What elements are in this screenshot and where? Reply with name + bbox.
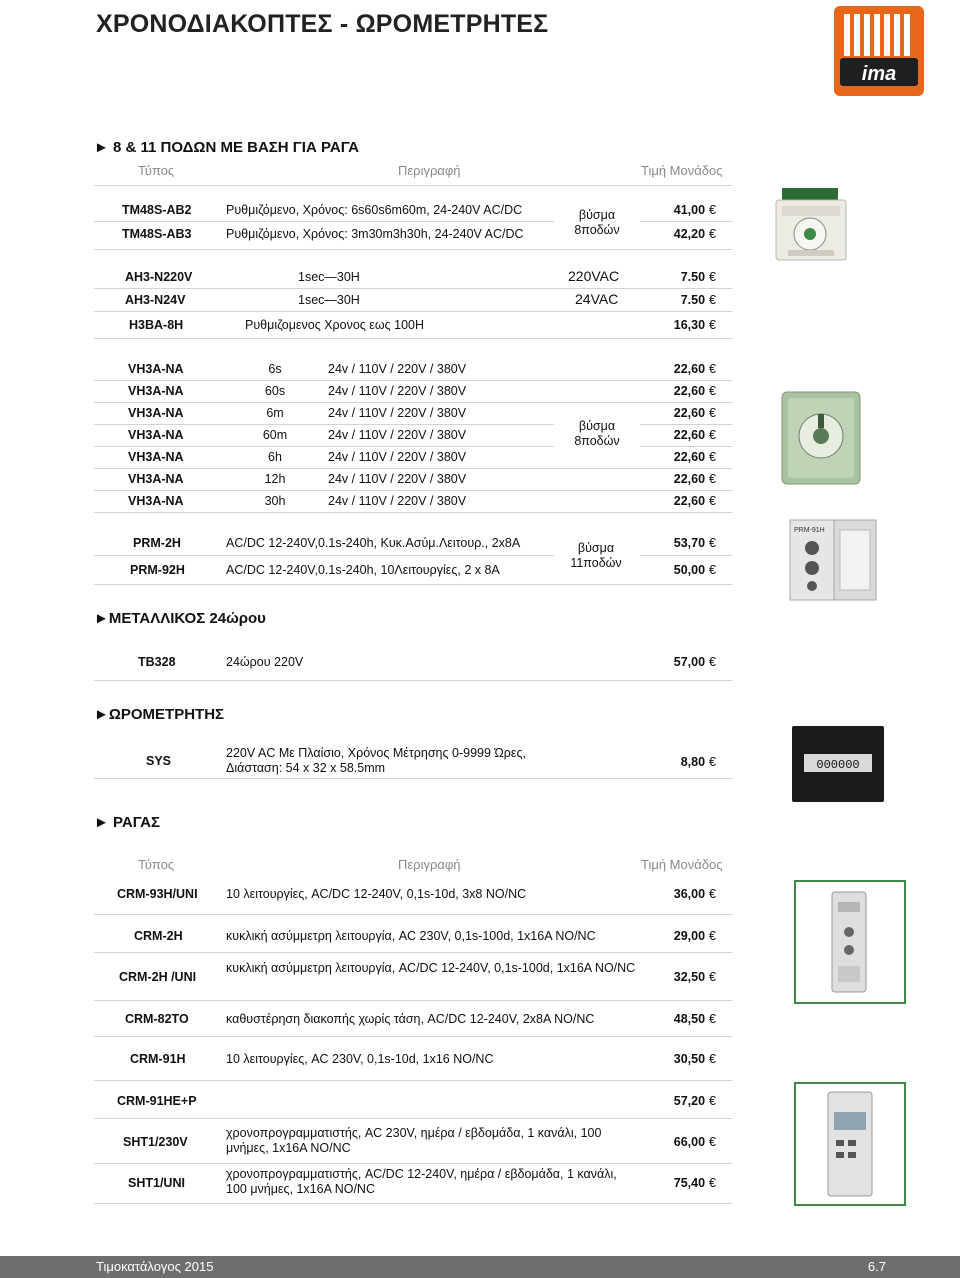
product-description: AC/DC 12-240V,0.1s-240h, Κυκ.Ασύμ.Λειτουρ., 2x8A (226, 536, 521, 550)
divider (94, 1163, 732, 1164)
divider (94, 446, 554, 447)
divider (94, 380, 732, 381)
product-price: 66,00 € (673, 1135, 716, 1149)
column-header-description: Περιγραφή (398, 857, 461, 872)
product-code: VH3A-NA (128, 472, 184, 486)
base-type-label: βύσμα (577, 541, 615, 555)
divider (640, 555, 732, 556)
product-price: 29,00 € (673, 929, 716, 943)
product-code: PRM-2H (133, 536, 181, 550)
divider (94, 288, 732, 289)
product-code: H3BA-8H (129, 318, 184, 332)
product-code: SHT1/230V (123, 1135, 188, 1149)
product-price: 22,60 € (673, 494, 716, 508)
product-description: κυκλική ασύμμετρη λειτουργία, AC 230V, 0,1s-100d, 1x16A NO/NC (226, 929, 596, 943)
product-code: VH3A-NA (128, 362, 184, 376)
divider (94, 1203, 732, 1204)
product-price: 48,50 € (673, 1012, 716, 1026)
product-price: 42,20 € (673, 227, 716, 241)
time-range: 60m (262, 428, 288, 442)
product-price: 30,50 € (673, 1052, 716, 1066)
time-range: 12h (264, 472, 286, 486)
prm-product-label: PRM-91H (794, 527, 825, 534)
product-price: 7.50 € (680, 293, 716, 307)
column-header-price: Τιμή Μονάδος (641, 163, 723, 178)
product-description: χρονοπρογραμματιστής, AC/DC 12-240V, ημέρα / εβδομάδα, 1 κανάλι, 100 μνήμες, 1x16A NO/NC (226, 1167, 617, 1196)
product-price: 36,00 € (673, 887, 716, 901)
page-number: 6.7 (867, 1259, 886, 1274)
time-range: 30h (264, 494, 286, 508)
time-range: 6h (268, 450, 282, 464)
product-price: 22,60 € (673, 472, 716, 486)
product-code: CRM-93H/UNI (117, 887, 198, 901)
product-description: 10 λειτουργίες, AC/DC 12-240V, 0,1s-10d, 3x8 NO/NC (226, 887, 527, 901)
divider (640, 221, 732, 222)
product-description: 220V AC Με Πλαίσιο, Χρόνος Μέτρησης 0-9999 Ώρες, Διάσταση: 54 x 32 x 58.5mm (226, 746, 526, 775)
divider (94, 584, 732, 585)
product-code: TM48S-AB3 (122, 227, 192, 241)
column-header-type: Τύπος (138, 857, 175, 872)
product-code: VH3A-NA (128, 406, 184, 420)
vh3a-timer-image (780, 390, 862, 486)
crm-rail-relay-image (794, 880, 906, 1004)
product-price: 22,60 € (673, 450, 716, 464)
divider (94, 221, 554, 222)
product-code: CRM-91H (130, 1052, 186, 1066)
product-code: PRM-92H (130, 563, 185, 577)
divider (94, 424, 554, 425)
product-voltage: 24VAC (575, 291, 619, 307)
divider (94, 468, 732, 469)
product-code: AH3-N220V (125, 270, 193, 284)
product-price: 57,20 € (673, 1094, 716, 1108)
product-code: TM48S-AB2 (122, 203, 192, 217)
product-description: χρονοπρογραμματιστής, AC 230V, ημέρα / εβδομάδα, 1 κανάλι, 100 μνήμες, 1x16A NO/NC (226, 1126, 602, 1155)
product-price: 7.50 € (680, 270, 716, 284)
product-code: AH3-N24V (125, 293, 186, 307)
product-price: 32,50 € (673, 970, 716, 984)
product-code: TB328 (138, 655, 176, 669)
product-voltage: 24v / 110V / 220V / 380V (328, 428, 467, 442)
divider (94, 402, 732, 403)
product-code: CRM-2H (134, 929, 183, 943)
product-description: Ρυθμιζομενος Χρονος εως 100H (245, 318, 425, 332)
product-description: 1sec—30H (298, 293, 360, 307)
product-price: 53,70 € (673, 536, 716, 550)
product-code: SHT1/UNI (128, 1176, 185, 1190)
product-voltage: 24v / 110V / 220V / 380V (328, 494, 467, 508)
counter-digits: 000000 (816, 758, 860, 772)
product-code: SYS (146, 754, 172, 768)
divider (94, 1080, 732, 1081)
divider (94, 185, 732, 186)
divider (640, 424, 732, 425)
sht1-timer-image (794, 1082, 906, 1206)
base-type-label: βύσμα (578, 208, 616, 222)
product-voltage: 24v / 110V / 220V / 380V (328, 450, 467, 464)
divider (94, 512, 732, 513)
base-type-label: βύσμα (578, 419, 616, 433)
product-price: 8,80 € (680, 755, 716, 769)
product-price: 57,00 € (673, 655, 716, 669)
column-header-type: Τύπος (138, 163, 175, 178)
base-type-label: 11ποδών (570, 556, 622, 570)
product-description: AC/DC 12-240V,0.1s-240h, 10Λειτουργίες, 2 x 8A (226, 563, 500, 577)
divider (640, 446, 732, 447)
product-code: VH3A-NA (128, 428, 184, 442)
product-price: 22,60 € (673, 362, 716, 376)
prm-timer-image (786, 516, 880, 604)
time-range: 6s (268, 362, 282, 376)
product-voltage: 24v / 110V / 220V / 380V (328, 384, 467, 398)
divider (94, 338, 732, 339)
product-description: Ρυθμιζόμενο, Χρόνος: 6s60s6m60m, 24-240V AC/DC (226, 203, 523, 217)
product-description: καθυστέρηση διακοπής χωρίς τάση, AC/DC 12-240V, 2x8A NO/NC (226, 1012, 595, 1026)
product-voltage: 24v / 110V / 220V / 380V (328, 362, 467, 376)
divider (94, 1036, 732, 1037)
time-range: 6m (266, 406, 284, 420)
section-heading-8-11-pin: ► 8 & 11 ΠΟΔΩΝ ΜΕ ΒΑΣΗ ΓΙΑ ΡΑΓΑ (94, 139, 359, 156)
product-code: CRM-91HE+P (117, 1094, 197, 1108)
product-description: 24ώρου 220V (226, 655, 304, 669)
column-header-price: Τιμή Μονάδος (641, 857, 723, 872)
product-price: 50,00 € (673, 563, 716, 577)
product-price: 75,40 € (673, 1176, 716, 1190)
divider (94, 680, 732, 681)
divider (94, 249, 732, 250)
product-price: 22,60 € (673, 384, 716, 398)
base-type-label: 8ποδών (574, 223, 620, 237)
footer-catalog-label: Τιμοκατάλογος 2015 (96, 1259, 214, 1274)
divider (94, 778, 732, 779)
product-voltage: 24v / 110V / 220V / 380V (328, 472, 467, 486)
product-description: κυκλική ασύμμετρη λειτουργία, AC/DC 12-240V, 0,1s-100d, 1x16A NO/NC (226, 961, 636, 975)
product-price: 22,60 € (673, 428, 716, 442)
column-header-description: Περιγραφή (398, 163, 461, 178)
product-code: CRM-82TO (125, 1012, 189, 1026)
page-title: ΧΡΟΝΟΔΙΑΚΟΠΤΕΣ - ΩΡΟΜΕΤΡΗΤΕΣ (96, 10, 549, 38)
logo-text: ima (861, 63, 897, 85)
divider (94, 311, 732, 312)
section-heading-hour-meter: ►ΩΡΟΜΕΤΡΗΤΗΣ (94, 706, 225, 723)
tm48s-timer-image (768, 186, 854, 264)
product-price: 16,30 € (673, 318, 716, 332)
divider (94, 1118, 732, 1119)
divider (94, 1000, 732, 1001)
product-description: 10 λειτουργίες, AC 230V, 0,1s-10d, 1x16 NO/NC (226, 1052, 494, 1066)
product-voltage: 24v / 110V / 220V / 380V (328, 406, 467, 420)
product-code: CRM-2H /UNI (119, 970, 197, 984)
divider (94, 952, 732, 953)
product-description: 1sec—30H (298, 270, 360, 284)
product-code: VH3A-NA (128, 494, 184, 508)
time-range: 60s (264, 384, 286, 398)
product-description: Ρυθμιζόμενο, Χρόνος: 3m30m3h30h, 24-240V AC/DC (226, 227, 524, 241)
divider (94, 914, 732, 915)
base-type-label: 8ποδών (574, 434, 620, 448)
brand-logo (834, 6, 924, 96)
section-heading-rail: ► ΡΑΓΑΣ (94, 814, 160, 831)
product-code: VH3A-NA (128, 450, 184, 464)
product-code: VH3A-NA (128, 384, 184, 398)
divider (94, 490, 732, 491)
section-heading-metallic-24h: ►ΜΕΤΑΛΛΙΚΟΣ 24ώρου (94, 610, 266, 627)
product-voltage: 220VAC (568, 268, 620, 284)
product-price: 41,00 € (673, 203, 716, 217)
product-price: 22,60 € (673, 406, 716, 420)
hour-meter-image (790, 724, 886, 804)
divider (94, 555, 554, 556)
